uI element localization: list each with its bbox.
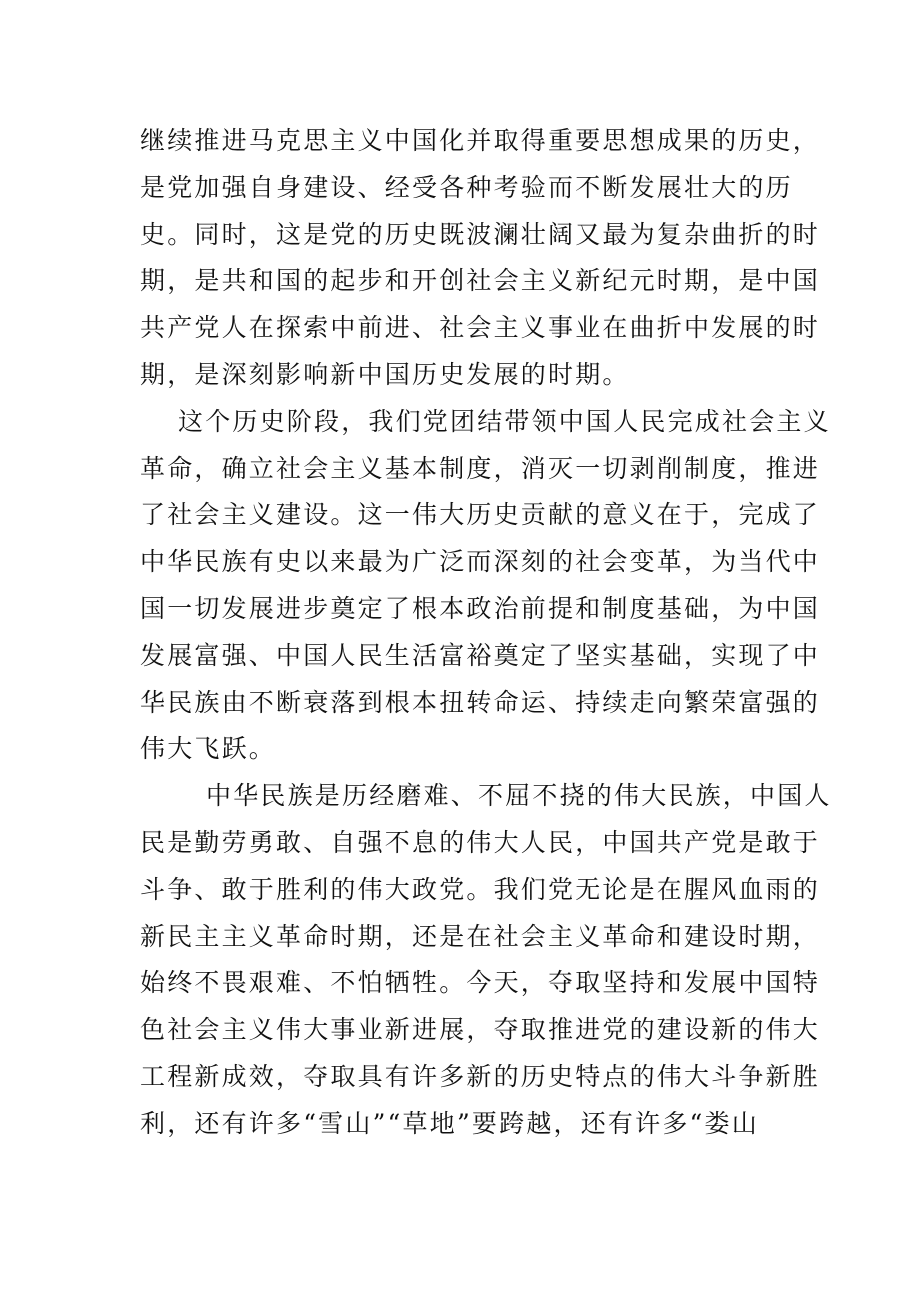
paragraph-3-line-3: 斗争、敢于胜利的伟大政党。我们党无论是在腥风血雨的 — [140, 874, 821, 904]
paragraph-3-line-5: 始终不畏艰难、不怕牺牲。今天，夺取坚持和发展中国特 — [140, 968, 821, 998]
paragraph-1-line-4: 期，是共和国的起步和开创社会主义新纪元时期，是中国 — [140, 266, 821, 296]
paragraph-3-line-1: 中华民族是历经磨难、不屈不挠的伟大民族，中国人 — [206, 781, 832, 811]
paragraph-2-line-3: 了社会主义建设。这一伟大历史贡献的意义在于，完成了 — [140, 500, 821, 530]
paragraph-2-line-2: 革命，确立社会主义基本制度，消灭一切剥削制度，推进 — [140, 453, 821, 483]
paragraph-3-line-7: 工程新成效，夺取具有许多新的历史特点的伟大斗争新胜 — [140, 1061, 821, 1091]
paragraph-2-line-6: 发展富强、中国人民生活富裕奠定了坚实基础，实现了中 — [140, 640, 821, 670]
paragraph-2-line-1: 这个历史阶段，我们党团结带领中国人民完成社会主义 — [178, 406, 831, 436]
paragraph-1-line-2: 是党加强自身建设、经受各种考验而不断发展壮大的历 — [140, 172, 793, 202]
paragraph-2-line-5: 国一切发展进步奠定了根本政治前提和制度基础，为中国 — [140, 593, 821, 623]
paragraph-2-line-4: 中华民族有史以来最为广泛而深刻的社会变革，为当代中 — [140, 547, 821, 577]
document-body — [140, 118, 832, 1148]
paragraph-1-line-6: 期，是深刻影响新中国历史发展的时期。 — [140, 359, 630, 389]
paragraph-3-line-8: 利，还有许多“雪山”“草地”要跨越，还有许多“娄山 — [140, 1108, 759, 1138]
paragraph-3-line-4: 新民主主义革命时期，还是在社会主义革命和建设时期， — [140, 921, 821, 951]
paragraph-1-line-5: 共产党人在探索中前进、社会主义事业在曲折中发展的时 — [140, 313, 821, 343]
paragraph-3-line-6: 色社会主义伟大事业新进展，夺取推进党的建设新的伟大 — [140, 1015, 821, 1045]
paragraph-3-line-2: 民是勤劳勇敢、自强不息的伟大人民，中国共产党是敢于 — [140, 827, 821, 857]
paragraph-1-line-1: 继续推进马克思主义中国化并取得重要思想成果的历史， — [140, 126, 821, 155]
paragraph-2-line-8: 伟大飞跃。 — [140, 734, 277, 764]
paragraph-2-line-7: 华民族由不断衰落到根本扭转命运、持续走向繁荣富强的 — [140, 687, 821, 717]
paragraph-1-line-3: 史。同时，这是党的历史既波澜壮阔又最为复杂曲折的时 — [140, 219, 821, 249]
